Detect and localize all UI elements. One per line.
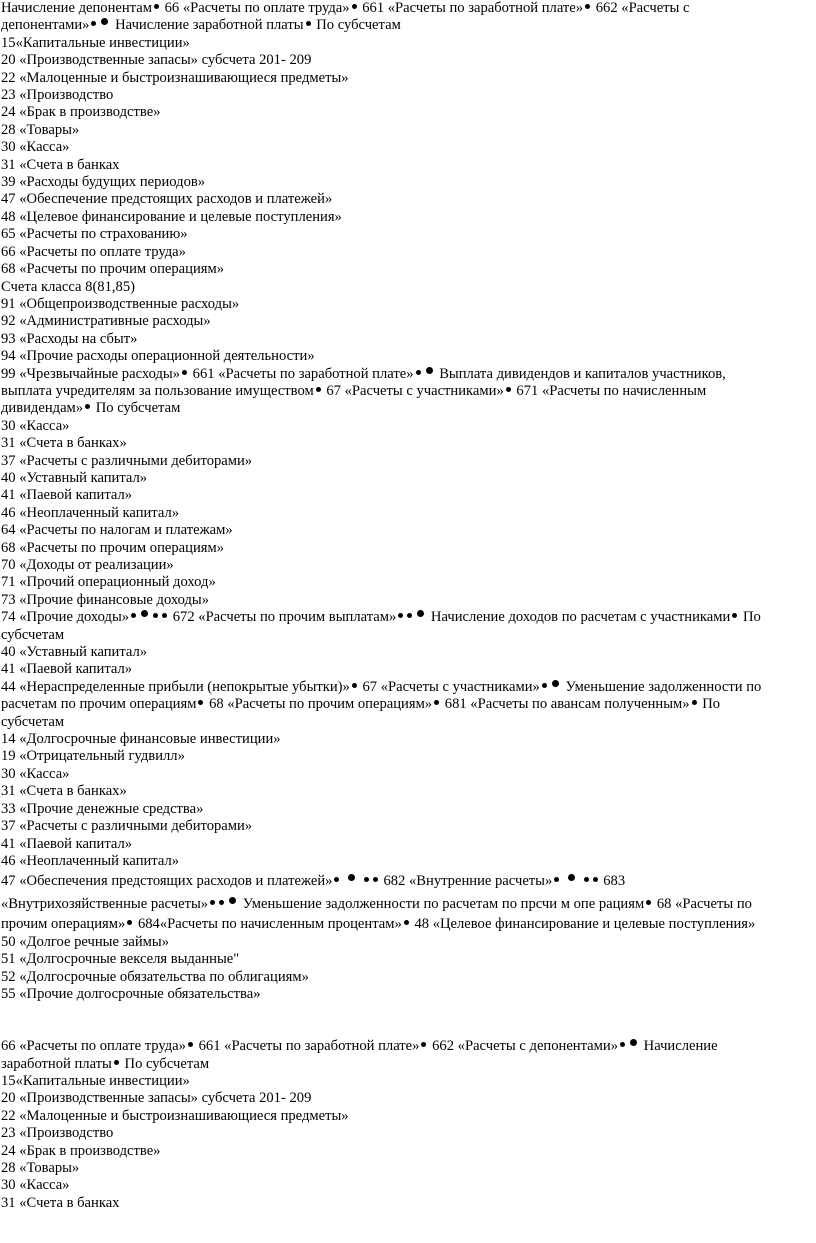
bullet-icon — [229, 897, 236, 904]
list-item: 94 «Прочие расходы операционной деятельности» — [1, 348, 315, 365]
bullet-icon — [554, 877, 559, 882]
list-item: 24 «Брак в производстве» — [1, 1142, 161, 1159]
header-text: 661 «Расчеты по заработной плате» — [198, 1038, 420, 1055]
bullet-icon — [188, 1042, 193, 1047]
list-item: 30 «Касса» — [1, 139, 70, 156]
list-item: 30 «Касса» — [1, 1177, 70, 1194]
bullet-icon — [348, 874, 355, 881]
header-text: Уменьшение задолженности по расчетам по прсчи м опе рациям — [242, 896, 645, 913]
list-item: 33 «Прочие денежные средства» — [1, 800, 204, 817]
bullet-icon — [584, 877, 589, 882]
block4-list — [1, 731, 811, 870]
list-item: 52 «Долгосрочные обязательства по облигациям» — [1, 968, 309, 985]
header-line — [1, 1038, 811, 1055]
list-item: 31 «Счета в банках» — [1, 783, 127, 800]
list-item: 20 «Производственные запасы» субсчета 201- 209 — [1, 52, 312, 69]
list-item: 31 «Счета в банках» — [1, 435, 127, 452]
list-item: 65 «Расчеты по страхованию» — [1, 226, 188, 243]
bullet-icon — [421, 1042, 426, 1047]
header-line — [1, 870, 811, 893]
header-text: Начисление депонентам — [1, 0, 152, 16]
header-text: выплата учредителям за пользование имуществом — [1, 382, 314, 399]
header-line — [1, 696, 811, 713]
header-line — [1, 17, 811, 34]
header-text: 67 «Расчеты с участниками» — [362, 678, 540, 695]
header-text: 671 «Расчеты по начисленным — [516, 382, 707, 399]
header-text: По субсчетам — [95, 400, 181, 417]
list-item: 70 «Доходы от реализации» — [1, 557, 174, 573]
bullet-icon — [692, 700, 697, 705]
list-item: 66 «Расчеты по оплате труда» — [1, 243, 186, 260]
header-text: «Внутрихозяйственные расчеты» — [1, 896, 209, 913]
block6-header — [1, 1038, 811, 1073]
list-item: 39 «Расходы будущих периодов» — [1, 174, 206, 191]
block4-header — [1, 679, 811, 731]
list-item: 93 «Расходы на сбыт» — [1, 330, 138, 347]
header-line: субсчетам — [1, 713, 65, 730]
bullet-icon — [732, 613, 737, 618]
list-item: 24 «Брак в производстве» — [1, 104, 161, 121]
bullet-icon — [417, 610, 424, 617]
header-text: Уменьшение задолженности по — [565, 678, 762, 695]
bullet-icon — [630, 1039, 637, 1046]
document-body — [1, 0, 811, 1212]
header-text: 681 «Расчеты по авансам полученным» — [444, 696, 690, 713]
header-text: По субсчетам — [316, 17, 401, 34]
bullet-icon — [154, 4, 159, 9]
bullet-icon — [373, 877, 378, 882]
bullet-icon — [114, 1060, 119, 1065]
header-line — [1, 400, 811, 417]
bullet-icon — [506, 387, 511, 392]
bullet-icon — [85, 404, 90, 409]
header-text: Начисление доходов по расчетам с участниками — [430, 609, 731, 626]
header-text: 44 «Нераспределенные прибыли (непокрытые убытки)» — [1, 678, 350, 695]
list-item: 46 «Неоплаченный капитал» — [1, 504, 180, 521]
block6-list — [1, 1073, 811, 1212]
list-item: 64 «Расчеты по налогам и платежам» — [1, 522, 233, 539]
bullet-icon — [434, 700, 439, 705]
list-item: 19 «Отрицательный гудвилл» — [1, 748, 185, 765]
list-item: 50 «Долгое речные займы» — [1, 933, 169, 950]
list-item: 40 «Уставный капитал» — [1, 644, 148, 661]
bullet-icon — [127, 920, 132, 925]
bullet-icon — [620, 1042, 625, 1047]
header-text: По — [702, 696, 721, 713]
header-text: Начисление заработной платы — [115, 17, 304, 34]
header-line — [1, 679, 811, 696]
header-text: 68 «Расчеты по — [656, 896, 752, 913]
header-text: 662 «Расчеты с — [595, 0, 690, 16]
block3-header — [1, 609, 811, 644]
list-item: 47 «Обеспечение предстоящих расходов и платежей» — [1, 191, 333, 208]
header-line — [1, 0, 811, 17]
block2-header — [1, 366, 811, 418]
list-item: 46 «Неоплаченный капитал» — [1, 852, 180, 869]
block5-header — [1, 870, 811, 933]
list-item: 15«Капитальные инвестиции» — [1, 1072, 190, 1089]
header-text: По субсчетам — [124, 1055, 210, 1072]
bullet-icon — [182, 370, 187, 375]
bullet-icon — [306, 21, 311, 26]
bullet-icon — [407, 613, 412, 618]
header-line — [1, 893, 811, 916]
header-text: 682 «Внутренние расчеты» — [383, 873, 553, 890]
bullet-icon — [426, 367, 433, 374]
header-text: 47 «Обеспечения предстоящих расходов и платежей» — [1, 873, 333, 890]
bullet-icon — [91, 21, 96, 26]
list-item: 68 «Расчеты по прочим операциям» — [1, 539, 225, 556]
header-line — [1, 366, 811, 383]
header-text: 661 «Расчеты по заработной плате» — [362, 0, 584, 16]
bullet-icon — [198, 700, 203, 705]
list-item: 28 «Товары» — [1, 121, 80, 138]
list-item: 20 «Производственные запасы» субсчета 201- 209 — [1, 1090, 312, 1107]
list-item: 22 «Малоценные и быстроизнашивающиеся предметы» — [1, 1107, 349, 1124]
list-item: 30 «Касса» — [1, 765, 70, 782]
bullet-icon — [131, 613, 136, 618]
list-item: 31 «Счета в банках — [1, 1194, 120, 1211]
bullet-icon — [568, 874, 575, 881]
list-item: 23 «Производство — [1, 87, 114, 104]
header-text: 48 «Целевое финансирование и целевые поступления» — [414, 916, 756, 933]
list-item: 71 «Прочий операционный доход» — [1, 574, 216, 591]
blank-line — [1, 1003, 811, 1020]
header-text: 661 «Расчеты по заработной плате» — [192, 365, 414, 382]
list-item: 55 «Прочие долгосрочные обязательства» — [1, 985, 261, 1002]
list-item: 37 «Расчеты с различными дебиторами» — [1, 452, 253, 469]
list-item: 73 «Прочие финансовые доходы» — [1, 591, 210, 608]
list-item: 23 «Производство — [1, 1125, 114, 1142]
header-line — [1, 383, 811, 400]
blank-line — [1, 1021, 811, 1038]
list-item: 30 «Касса» — [1, 417, 70, 434]
bullet-icon — [334, 877, 339, 882]
bullet-icon — [364, 877, 369, 882]
header-text: 683 — [603, 873, 626, 890]
list-item: 31 «Счета в банках — [1, 156, 120, 173]
bullet-icon — [398, 613, 403, 618]
header-line — [1, 1056, 811, 1073]
bullet-icon — [316, 387, 321, 392]
list-item: 51 «Долгосрочные векселя выданные" — [1, 951, 240, 968]
header-text: 74 «Прочие доходы» — [1, 609, 130, 626]
bullet-icon — [404, 920, 409, 925]
header-text: 66 «Расчеты по оплате труда» — [1, 1038, 186, 1055]
bullet-icon — [352, 683, 357, 688]
list-item: 28 «Товары» — [1, 1159, 80, 1176]
list-item: 14 «Долгосрочные финансовые инвестиции» — [1, 731, 281, 748]
header-text: дивидендам» — [1, 400, 84, 417]
header-line — [1, 609, 811, 626]
header-text: По — [742, 609, 761, 626]
bullet-icon — [542, 683, 547, 688]
bullet-icon — [552, 680, 559, 687]
bullet-icon — [646, 900, 651, 905]
list-item: 41 «Паевой капитал» — [1, 835, 133, 852]
header-text: Выплата дивидендов и капиталов участников, — [439, 365, 726, 382]
list-item: 48 «Целевое финансирование и целевые поступления» — [1, 208, 342, 225]
bullet-icon — [219, 900, 224, 905]
header-text: 99 «Чрезвычайные расходы» — [1, 365, 181, 382]
list-item: 68 «Расчеты по прочим операциям» — [1, 261, 225, 278]
bullet-icon — [162, 613, 167, 618]
header-text: 662 «Расчеты с депонентами» — [432, 1038, 618, 1055]
block3-list — [1, 644, 811, 679]
header-text: 684«Расчеты по начисленным процентам» — [137, 916, 402, 933]
list-item: 91 «Общепроизводственные расходы» — [1, 295, 240, 312]
block5-list — [1, 934, 811, 1004]
list-item: 40 «Уставный капитал» — [1, 469, 148, 486]
header-text: 66 «Расчеты по оплате труда» — [164, 0, 350, 16]
bullet-icon — [416, 370, 421, 375]
header-text: депонентами» — [1, 17, 90, 34]
list-item: 37 «Расчеты с различными дебиторами» — [1, 818, 253, 835]
list-item: 92 «Административные расходы» — [1, 313, 211, 330]
block1-list — [1, 35, 811, 366]
list-item: 22 «Малоценные и быстроизнашивающиеся предметы» — [1, 69, 349, 86]
block2-list — [1, 418, 811, 609]
bullet-icon — [141, 610, 148, 617]
header-text: 67 «Расчеты с участниками» — [326, 382, 504, 399]
header-line: субсчетам — [1, 626, 65, 643]
header-line — [1, 916, 811, 933]
bullet-icon — [585, 4, 590, 9]
bullet-icon — [210, 900, 215, 905]
header-text: расчетам по прочим операциям — [1, 696, 197, 713]
bullet-icon — [153, 613, 158, 618]
header-text: прочим операциям» — [1, 916, 126, 933]
header-text: Начисление — [643, 1038, 718, 1055]
header-text: заработной платы — [1, 1055, 112, 1072]
list-item: 15«Капитальные инвестиции» — [1, 34, 190, 51]
bullet-icon — [101, 18, 108, 25]
bullet-icon — [593, 877, 598, 882]
list-item: 41 «Паевой капитал» — [1, 487, 133, 504]
list-item: Счета класса 8(81,85) — [1, 278, 136, 295]
header-text: 68 «Расчеты по прочим операциям» — [209, 696, 433, 713]
bullet-icon — [352, 4, 357, 9]
block1-header — [1, 0, 811, 35]
list-item: 41 «Паевой капитал» — [1, 661, 133, 678]
header-text: 672 «Расчеты по прочим выплатам» — [172, 609, 397, 626]
